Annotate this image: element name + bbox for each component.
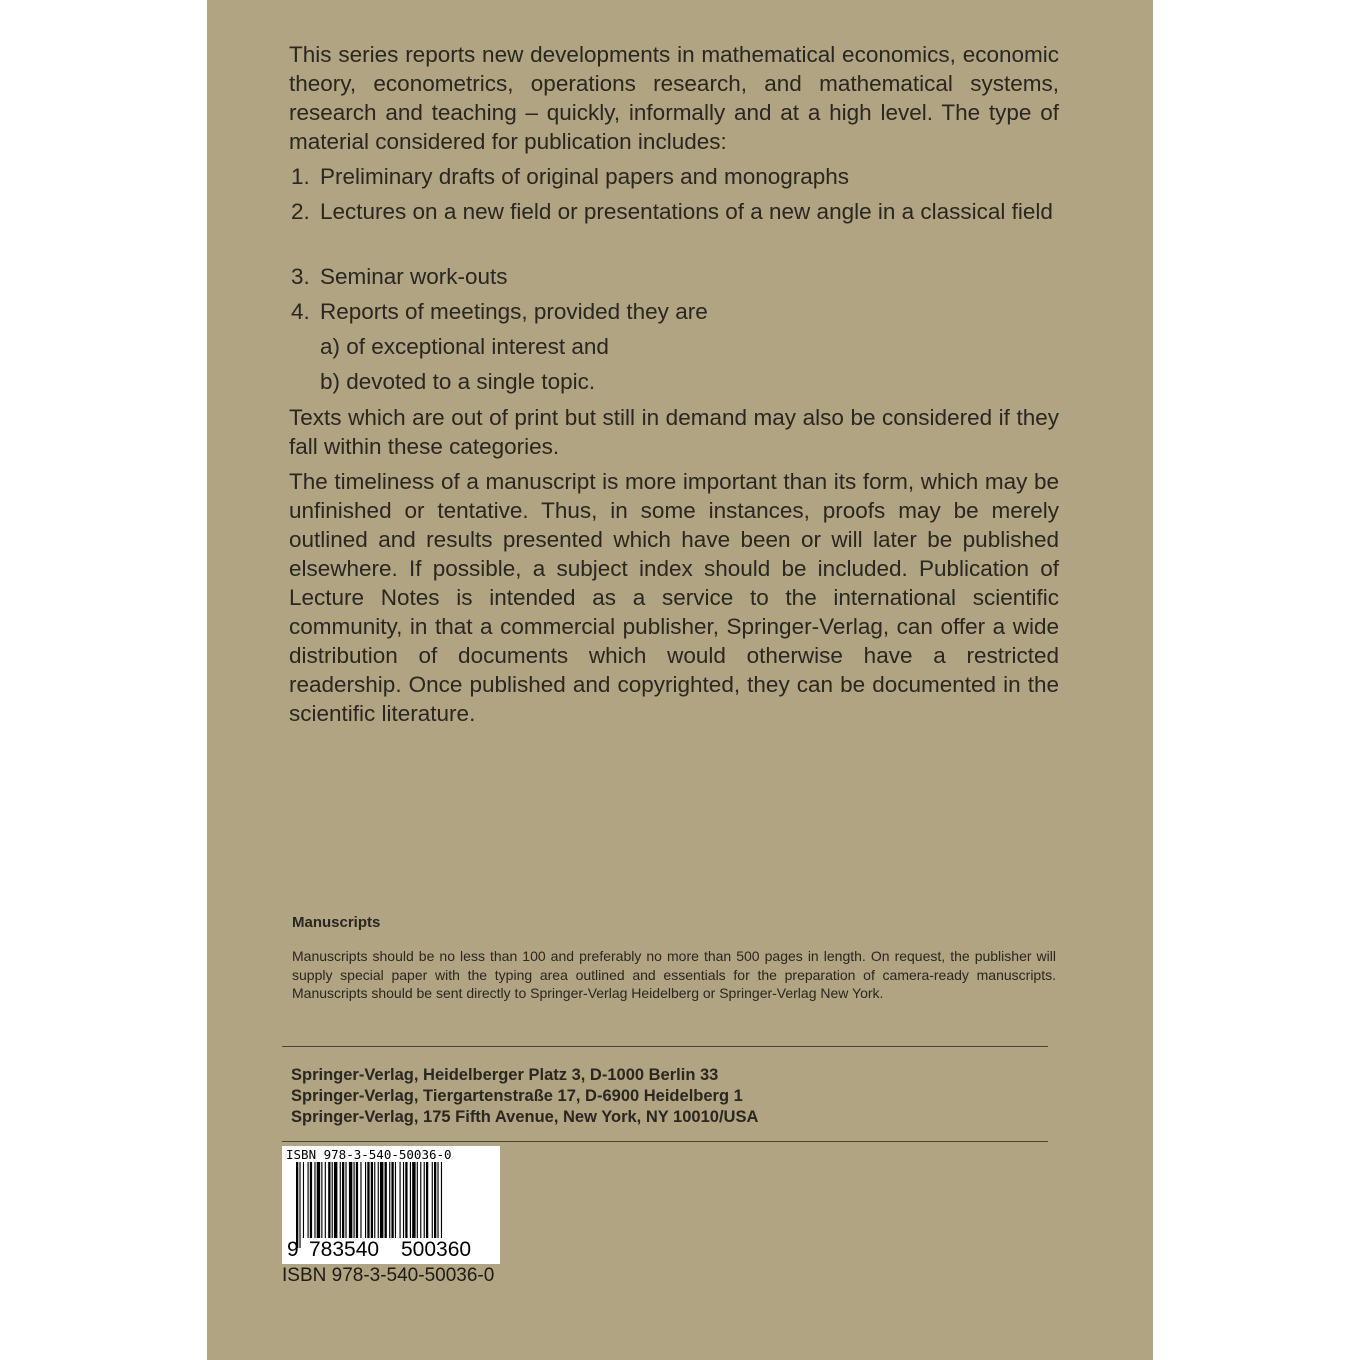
barcode-bar [345,1162,346,1238]
barcode-bar [420,1162,421,1238]
barcode-bar [308,1162,309,1238]
barcode-bar [342,1162,344,1238]
address-heidelberg: Springer-Verlag, Tiergartenstraße 17, D-6900 Heidelberg 1 [291,1087,743,1105]
barcode-bar [325,1162,326,1238]
barcode-bars [296,1162,494,1248]
barcode-bar [434,1162,436,1238]
barcode-digits-left: 783540 [309,1238,380,1261]
list-number: 3. [291,264,310,289]
timeliness-paragraph: The timeliness of a manuscript is more important than its form, which may be unfinished or tentative. Thus, in some instances, proofs may be merely outlined and results presented which have been or will later be published elsewhere. If possible, a subject index should be included. Publication of Lecture Notes is intended as a service to the international scientific community, in that a commercial publisher, Springer-Verlag, can offer a wide distribution of documents which would otherwise have a restricted readership. Once published and copyrighted, they can be documented in the scientific literature. [289,469,1059,726]
barcode [282,1146,500,1264]
list-number: 1. [291,164,310,189]
manuscripts-text: Manuscripts should be no less than 100 and preferably no more than 500 pages in length. On request, the publisher will supply special paper with the typing area outlined and essentials for the preparation of camera-ready manuscripts. Manuscripts should be sent directly to Springer-Verlag Heidelberg or Springer-Verlag New York. [292,948,1056,1001]
barcode-bar [374,1162,375,1248]
barcode-bar [391,1162,393,1238]
isbn-text: ISBN 978-3-540-50036-0 [282,1265,495,1286]
barcode-bar [410,1162,411,1238]
barcode-bar [328,1162,330,1238]
list-item [291,163,1061,191]
divider [282,1141,1048,1142]
barcode-bar [317,1162,320,1238]
barcode-isbn-label: ISBN 978-3-540-50036-0 [286,1147,452,1162]
intro-paragraph: This series reports new developments in mathematical economics, economic theory, econometrics, operations research, and mathematical systems, research and teaching – quickly, informally and at a high level. The type of material considered for publication includes: [289,42,1059,154]
barcode-bar [417,1162,418,1238]
barcode-bar [403,1162,404,1238]
barcode-bar [424,1162,425,1238]
barcode-bar [378,1162,379,1238]
barcode-bar [340,1162,341,1238]
list-number: 4. [291,299,310,324]
barcode-bar [412,1162,415,1238]
address-berlin: Springer-Verlag, Heidelberger Platz 3, D-1000 Berlin 33 [291,1066,719,1084]
barcode-bar [349,1162,352,1238]
barcode-bar [356,1162,358,1238]
address-new-york: Springer-Verlag, 175 Fifth Avenue, New York, NY 10010/USA [291,1108,759,1126]
barcode-bar [314,1162,315,1238]
barcode-bar [426,1162,428,1238]
divider [282,1046,1048,1047]
barcode-digit-first: 9 [287,1238,299,1261]
list-text: Reports of meetings, provided they are [320,299,708,324]
list-item [291,263,1061,291]
barcode-bar [389,1162,390,1238]
barcode-bar [310,1162,312,1238]
barcode-bar [400,1162,401,1238]
sublist-item: a) of exceptional interest and [320,334,609,359]
barcode-bar [334,1162,337,1238]
barcode-bar [405,1162,407,1238]
barcode-bar [432,1162,433,1238]
barcode-bar [371,1162,373,1248]
barcode-bar [385,1162,387,1238]
barcode-bar [365,1162,366,1238]
list-number: 2. [291,199,310,224]
sublist-item: b) devoted to a single topic. [320,369,596,394]
list-text: Preliminary drafts of original papers and monographs [320,164,850,189]
list-item [291,198,1061,226]
manuscripts-heading: Manuscripts [292,914,381,931]
barcode-bar [395,1162,396,1238]
barcode-bar [296,1162,298,1248]
barcode-bar [360,1162,361,1238]
list-item [291,298,1061,326]
list-text: Seminar work-outs [320,264,508,289]
list-text: Lectures on a new field or presentations of a new angle in a classical field [320,199,1053,224]
barcode-bar [367,1162,369,1248]
barcode-digits-right: 500360 [401,1238,472,1261]
barcode-bar [354,1162,355,1238]
barcode-bar [321,1162,322,1238]
out-of-print-paragraph: Texts which are out of print but still in demand may also be considered if they fall within these categories. [289,405,1059,459]
barcode-bar [303,1162,304,1238]
barcode-bar [299,1162,300,1248]
back-cover [207,0,1153,1360]
barcode-bar [380,1162,383,1238]
barcode-bar [441,1162,442,1248]
barcode-bar [332,1162,333,1238]
barcode-bar [437,1162,438,1248]
